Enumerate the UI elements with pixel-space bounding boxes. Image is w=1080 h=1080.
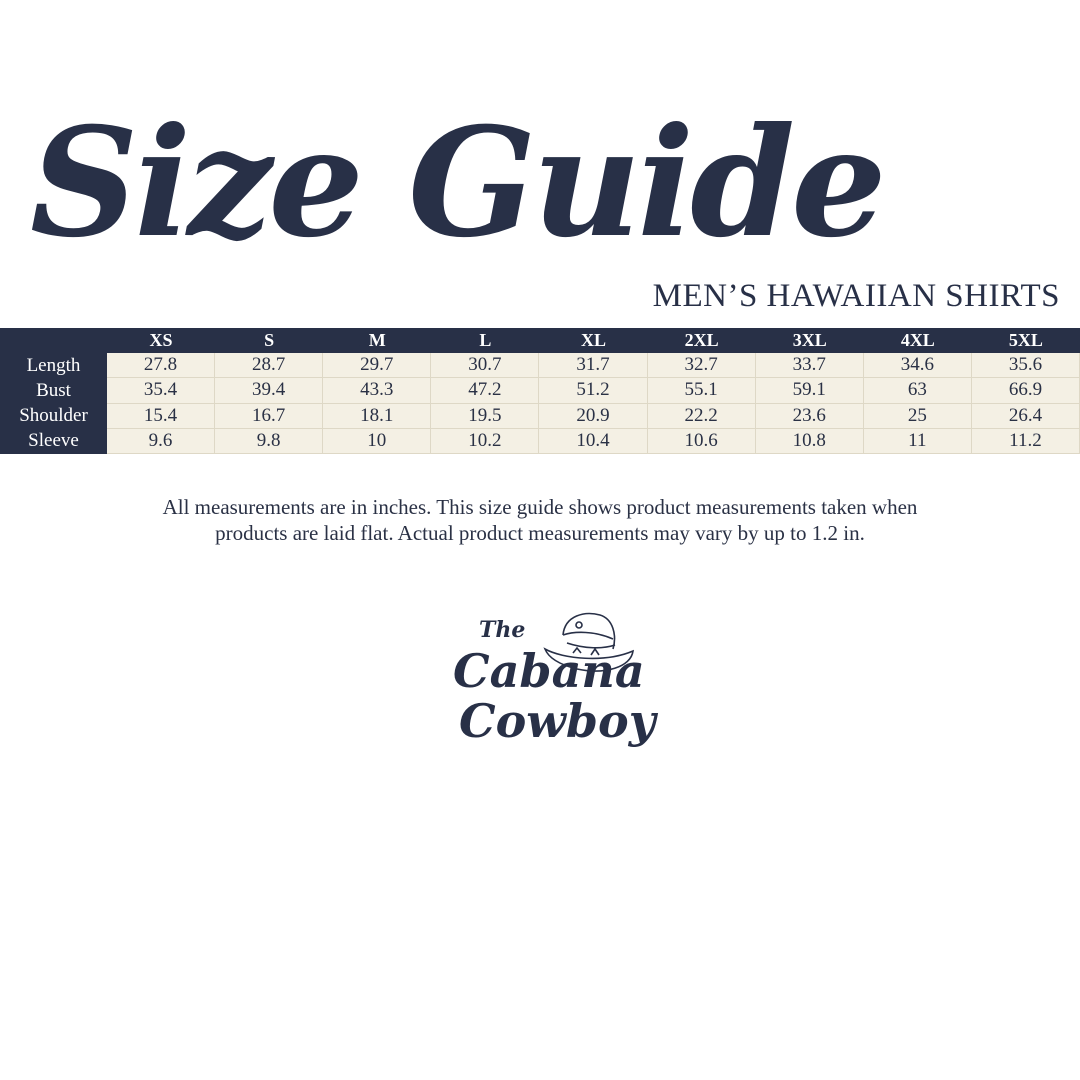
row-label: Sleeve: [0, 429, 107, 454]
table-cell: 10: [323, 429, 431, 454]
table-cell: 11.2: [972, 429, 1080, 454]
column-header: 4XL: [864, 328, 972, 353]
table-cell: 10.4: [539, 429, 647, 454]
row-label: Length: [0, 353, 107, 378]
table-cell: 35.4: [107, 378, 215, 403]
table-cell: 9.6: [107, 429, 215, 454]
logo-line-2: Cabana: [453, 644, 645, 698]
brand-logo: [445, 605, 656, 750]
table-cell: 66.9: [972, 378, 1080, 403]
size-table: [0, 328, 1080, 454]
table-cell: 10.8: [756, 429, 864, 454]
measurement-note: All measurements are in inches. This size guide shows product measurements taken when products are laid flat. Actual product measurements may vary by up to 1.2 in.: [162, 495, 918, 545]
page-title: [30, 95, 883, 271]
table-cell: 28.7: [215, 353, 323, 378]
table-cell: 32.7: [648, 353, 756, 378]
table-cell: 47.2: [431, 378, 539, 403]
column-header: L: [431, 328, 539, 353]
column-header: S: [215, 328, 323, 353]
table-cell: 15.4: [107, 404, 215, 429]
table-cell: 18.1: [323, 404, 431, 429]
table-cell: 10.6: [648, 429, 756, 454]
table-corner: [0, 328, 107, 353]
table-cell: 10.2: [431, 429, 539, 454]
row-label: Shoulder: [0, 404, 107, 429]
table-cell: 31.7: [539, 353, 647, 378]
logo-line-1: The: [479, 617, 526, 643]
table-cell: 11: [864, 429, 972, 454]
column-header: 2XL: [648, 328, 756, 353]
table-cell: 25: [864, 404, 972, 429]
table-cell: 39.4: [215, 378, 323, 403]
table-cell: 30.7: [431, 353, 539, 378]
table-cell: 27.8: [107, 353, 215, 378]
column-header: XL: [539, 328, 647, 353]
table-cell: 20.9: [539, 404, 647, 429]
table-cell: 23.6: [756, 404, 864, 429]
table-cell: 33.7: [756, 353, 864, 378]
table-cell: 51.2: [539, 378, 647, 403]
column-header: 3XL: [756, 328, 864, 353]
table-cell: 34.6: [864, 353, 972, 378]
table-cell: 55.1: [648, 378, 756, 403]
table-cell: 19.5: [431, 404, 539, 429]
table-cell: 35.6: [972, 353, 1080, 378]
column-header: 5XL: [972, 328, 1080, 353]
table-cell: 22.2: [648, 404, 756, 429]
row-label: Bust: [0, 378, 107, 403]
table-cell: 16.7: [215, 404, 323, 429]
table-cell: 9.8: [215, 429, 323, 454]
table-cell: 63: [864, 378, 972, 403]
page-title-text: Size Guide: [30, 95, 883, 271]
logo-line-3: Cowboy: [459, 694, 656, 748]
subtitle: MEN’S HAWAIIAN SHIRTS: [652, 278, 1060, 314]
table-cell: 26.4: [972, 404, 1080, 429]
column-header: M: [323, 328, 431, 353]
table-cell: 43.3: [323, 378, 431, 403]
table-cell: 59.1: [756, 378, 864, 403]
table-cell: 29.7: [323, 353, 431, 378]
column-header: XS: [107, 328, 215, 353]
